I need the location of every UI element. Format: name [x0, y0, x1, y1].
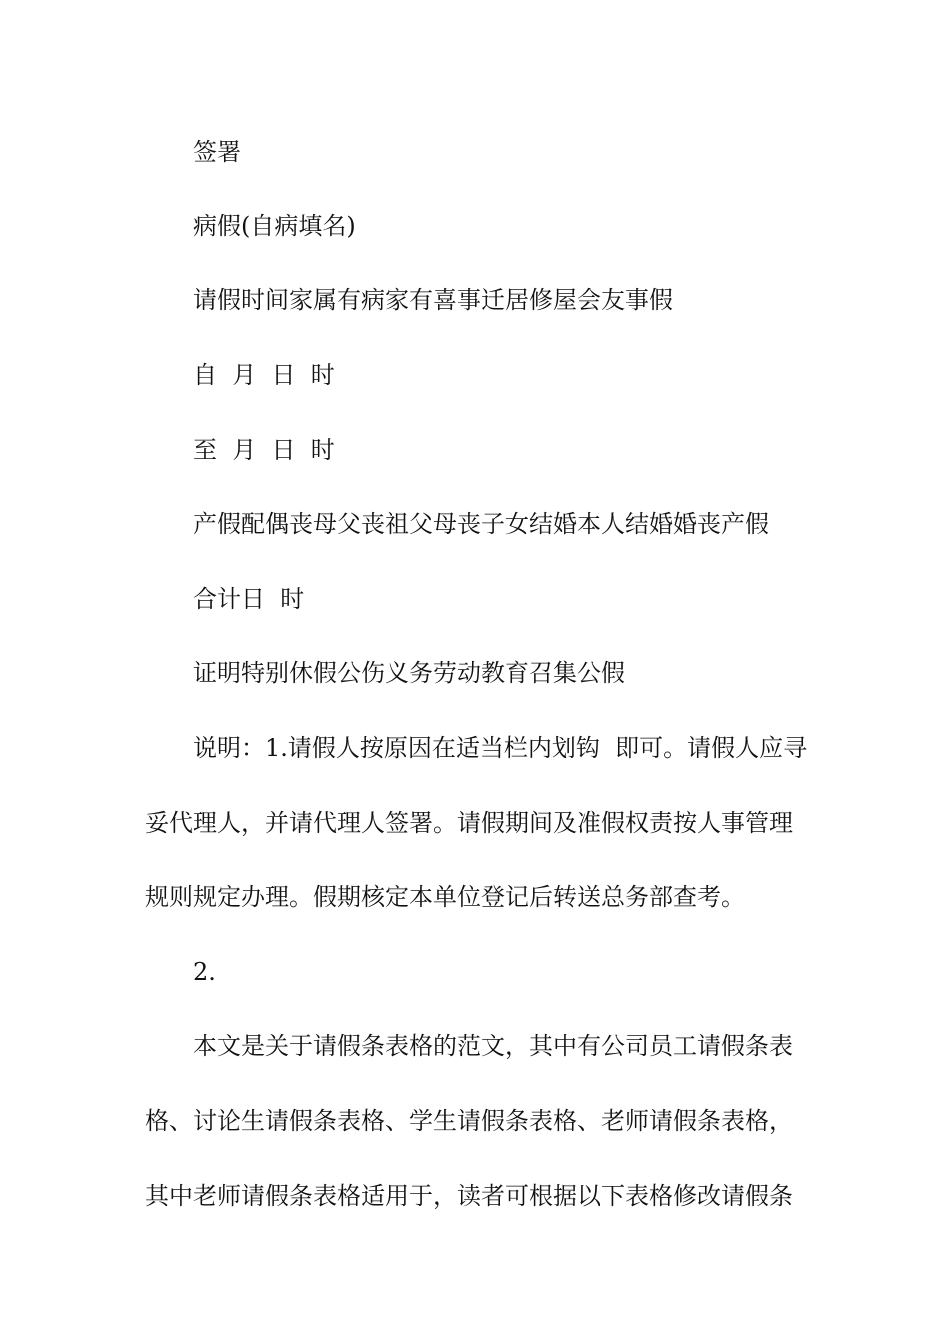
text-line-note-3: 规则规定办理。假期核定本单位登记后转送总务部查考。 [145, 883, 745, 911]
text-line-note-1: 说明：1.请假人按原因在适当栏内划钩 即可。请假人应寻 [193, 734, 808, 762]
text-line-body-3: 其中老师请假条表格适用于，读者可根据以下表格修改请假条 [145, 1182, 793, 1210]
text-line-public-leave: 证明特别休假公伤义务劳动教育召集公假 [193, 659, 625, 687]
text-line-personal-leave: 请假时间家属有病家有喜事迁居修屋会友事假 [193, 286, 673, 314]
text-line-body-2: 格、讨论生请假条表格、学生请假条表格、老师请假条表格， [145, 1107, 793, 1135]
text-line-note-2: 妥代理人，并请代理人签署。请假期间及准假权责按人事管理 [145, 809, 793, 837]
text-line-from-date: 自 月 日 时 [193, 361, 335, 389]
text-line-body-1: 本文是关于请假条表格的范文，其中有公司员工请假条表 [193, 1032, 793, 1060]
text-line-maternity-leave: 产假配偶丧母父丧祖父母丧子女结婚本人结婚婚丧产假 [193, 510, 769, 538]
text-line-total: 合计日 时 [193, 585, 305, 613]
text-line-item-2: 2. [193, 958, 216, 986]
text-line-sick-leave: 病假(自病填名) [193, 212, 356, 240]
text-line-signature: 签署 [193, 138, 241, 166]
text-line-to-date: 至 月 日 时 [193, 436, 335, 464]
